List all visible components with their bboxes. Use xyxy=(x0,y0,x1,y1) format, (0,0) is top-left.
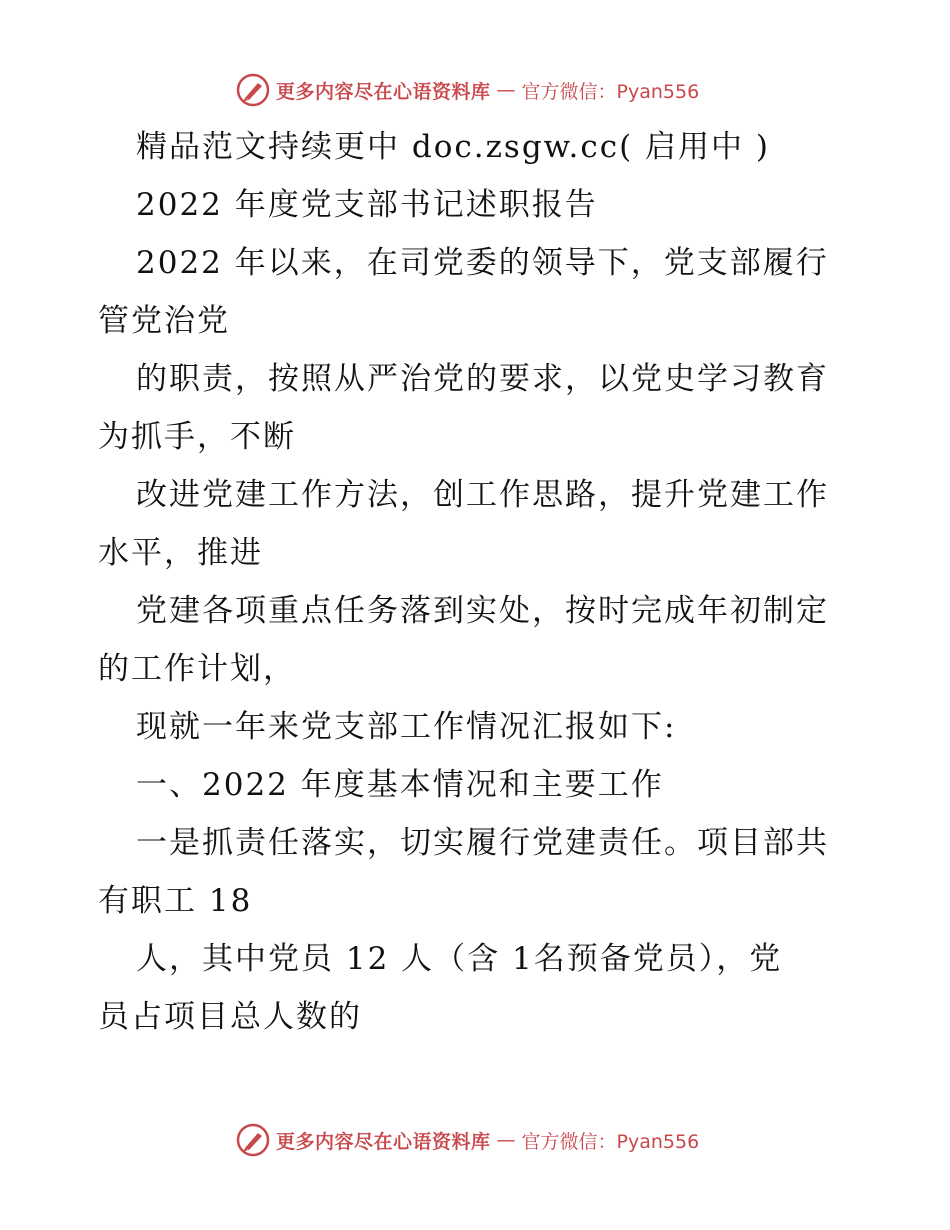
pen-logo-icon xyxy=(236,73,270,107)
watermark-footer xyxy=(236,1122,699,1158)
text-line: 水平，推进 xyxy=(98,535,263,571)
watermark-separator: — xyxy=(496,1129,516,1151)
pen-logo-icon xyxy=(236,1123,270,1157)
text-line: 的职责，按照从严治党的要求，以党史学习教育 xyxy=(136,361,829,397)
watermark-wechat-text: 官方微信：Pyan556 xyxy=(521,80,700,103)
text-line: 2022 年以来，在司党委的领导下，党支部履行 xyxy=(136,245,829,281)
text-line: 精品范文持续更中 doc.zsgw.cc( 启用中 ) xyxy=(136,129,770,165)
text-line: 有职工 18 xyxy=(98,883,253,919)
text-line: 一是抓责任落实，切实履行党建责任。项目部共 xyxy=(136,825,829,861)
watermark-wechat-text: 官方微信：Pyan556 xyxy=(521,1130,700,1153)
text-line: 的工作计划， xyxy=(98,651,296,687)
watermark-separator: — xyxy=(496,79,516,101)
watermark-header xyxy=(236,72,699,108)
watermark-main-text: 更多内容尽在心语资料库 xyxy=(276,80,491,103)
text-line: 为抓手，不断 xyxy=(98,419,296,455)
text-line: 党建各项重点任务落到实处，按时完成年初制定 xyxy=(136,593,829,629)
document-title: 2022 年度党支部书记述职报告 xyxy=(136,187,598,223)
text-line: 管党治党 xyxy=(98,303,230,339)
section-heading: 一、2022 年度基本情况和主要工作 xyxy=(136,767,664,803)
text-line: 改进党建工作方法，创工作思路，提升党建工作 xyxy=(136,477,829,513)
text-line: 员占项目总人数的 xyxy=(98,999,362,1035)
watermark-main-text: 更多内容尽在心语资料库 xyxy=(276,1130,491,1153)
text-line: 现就一年来党支部工作情况汇报如下: xyxy=(136,709,677,745)
document-body xyxy=(0,118,950,1046)
text-line: 人，其中党员 12 人（含 1名预备党员），党 xyxy=(136,941,783,977)
